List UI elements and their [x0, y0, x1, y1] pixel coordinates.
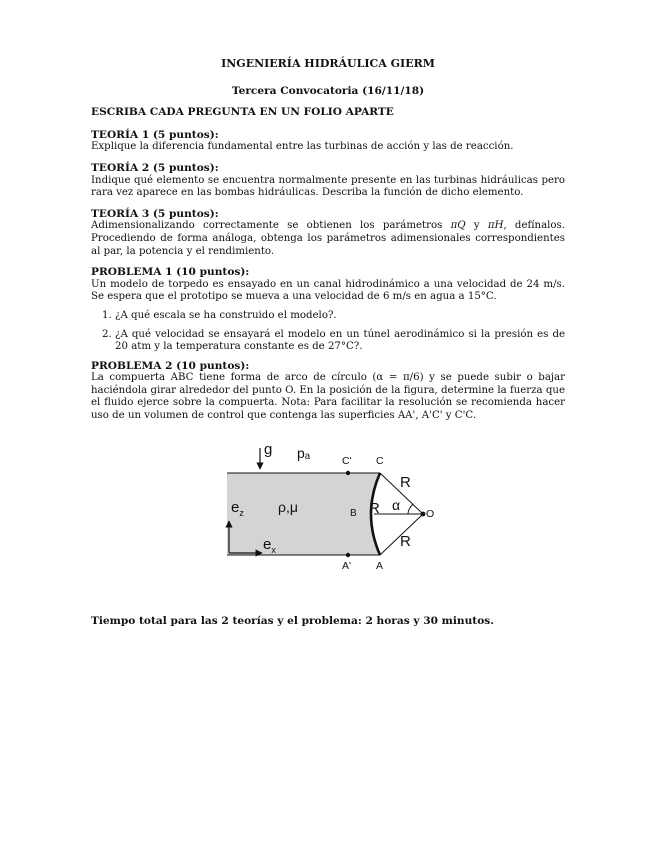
fluid-region [227, 473, 380, 555]
footer-time: Tiempo total para las 2 teorías y el problema: 2 horas y 30 minutos. [91, 614, 494, 627]
pi-q-symbol: πQ [450, 220, 466, 232]
teoria2-text: Indique qué elemento se encuentra normalmente presente en las turbinas hidráulicas pero rara vez aparece en las bombas hidráulicas. Describa la función de dicho elemento. [91, 174, 565, 199]
problema2-text: La compuerta ABC tiene forma de arco de círculo (α = π/6) y se puede subir o bajar haciéndola girar alrededor del punto O. En la posición de la figura, determine la fuerza que el fluido ejerce sobre la compuerta. Nota: Para facilitar la resolución se recomienda hacer uso de un volumen de control que contenga las superficies AA', A'C' y C'C. [91, 372, 565, 422]
o-label: O [426, 507, 435, 520]
teoria3-text [91, 220, 565, 258]
alpha-label: α [392, 496, 401, 513]
r-bottom-label: R [400, 532, 411, 550]
teoria2-heading: TEORÍA 2 (5 puntos): [91, 161, 219, 174]
pi-h-symbol: πH [487, 220, 504, 232]
r-top-label: R [400, 473, 411, 491]
problema1-text: Un modelo de torpedo es ensayado en un canal hidrodinámico a una velocidad de 24 m/s. Se espera que el prototipo se mueva a una velocidad de 6 m/s en agua a 15°C. [91, 278, 565, 303]
exam-content [91, 58, 565, 627]
a-prime-dot [346, 552, 350, 556]
gravity-label: g [264, 440, 273, 458]
alpha-arc [408, 504, 413, 514]
a-prime-label: A' [342, 559, 352, 572]
point-o-dot [421, 511, 426, 516]
r-arc-label: R [369, 499, 380, 517]
teoria3-heading: TEORÍA 3 (5 puntos): [91, 207, 219, 220]
exam-title: INGENIERÍA HIDRÁULICA GIERM [221, 57, 435, 70]
ex-sub: x [271, 544, 276, 555]
ez-sub: z [239, 507, 244, 518]
pa-label: pₐ [297, 444, 310, 461]
teoria3-text-c: , defínalos. Procediendo de forma análoga, obtenga los parámetros adimensionales correspondientes al par, la potencia y el rendimiento. [91, 220, 565, 257]
exam-subtitle: Tercera Convocatoria (16/11/18) [231, 84, 425, 97]
teoria1-text: Explique la diferencia fundamental entre las turbinas de acción y las de reacción. [91, 141, 514, 153]
exam-instruction: ESCRIBA CADA PREGUNTA EN UN FOLIO APARTE [91, 106, 394, 119]
rho-mu-label: ρ,μ [278, 498, 298, 515]
c-label: C [376, 454, 384, 467]
a-label: A [376, 559, 384, 572]
ex-label [263, 535, 276, 557]
teoria3-text-a: Adimensionalizando correctamente se obtienen los parámetros [91, 220, 451, 232]
teoria1-heading: TEORÍA 1 (5 puntos): [91, 128, 219, 141]
gate-diagram [91, 441, 565, 591]
ez-label [231, 498, 244, 520]
ex-base: e [263, 535, 272, 553]
problema1-item-1: 1. ¿A qué escala se ha construido el modelo?. [115, 310, 565, 323]
b-label: B [350, 507, 357, 519]
problema1-heading: PROBLEMA 1 (10 puntos): [91, 266, 250, 279]
ez-base: e [231, 498, 240, 516]
problema1-item-2: 2. ¿A qué velocidad se ensayará el modelo en un túnel aerodinámico si la presión es de 20 atm y la temperatura constante es de 27°C?. [115, 329, 565, 354]
teoria3-text-b: y [465, 220, 488, 232]
gate-figure [91, 441, 565, 591]
problema1-list [91, 310, 565, 354]
problema2-heading: PROBLEMA 2 (10 puntos): [91, 359, 250, 372]
c-prime-label: C' [342, 454, 352, 467]
c-prime-dot [346, 470, 350, 474]
